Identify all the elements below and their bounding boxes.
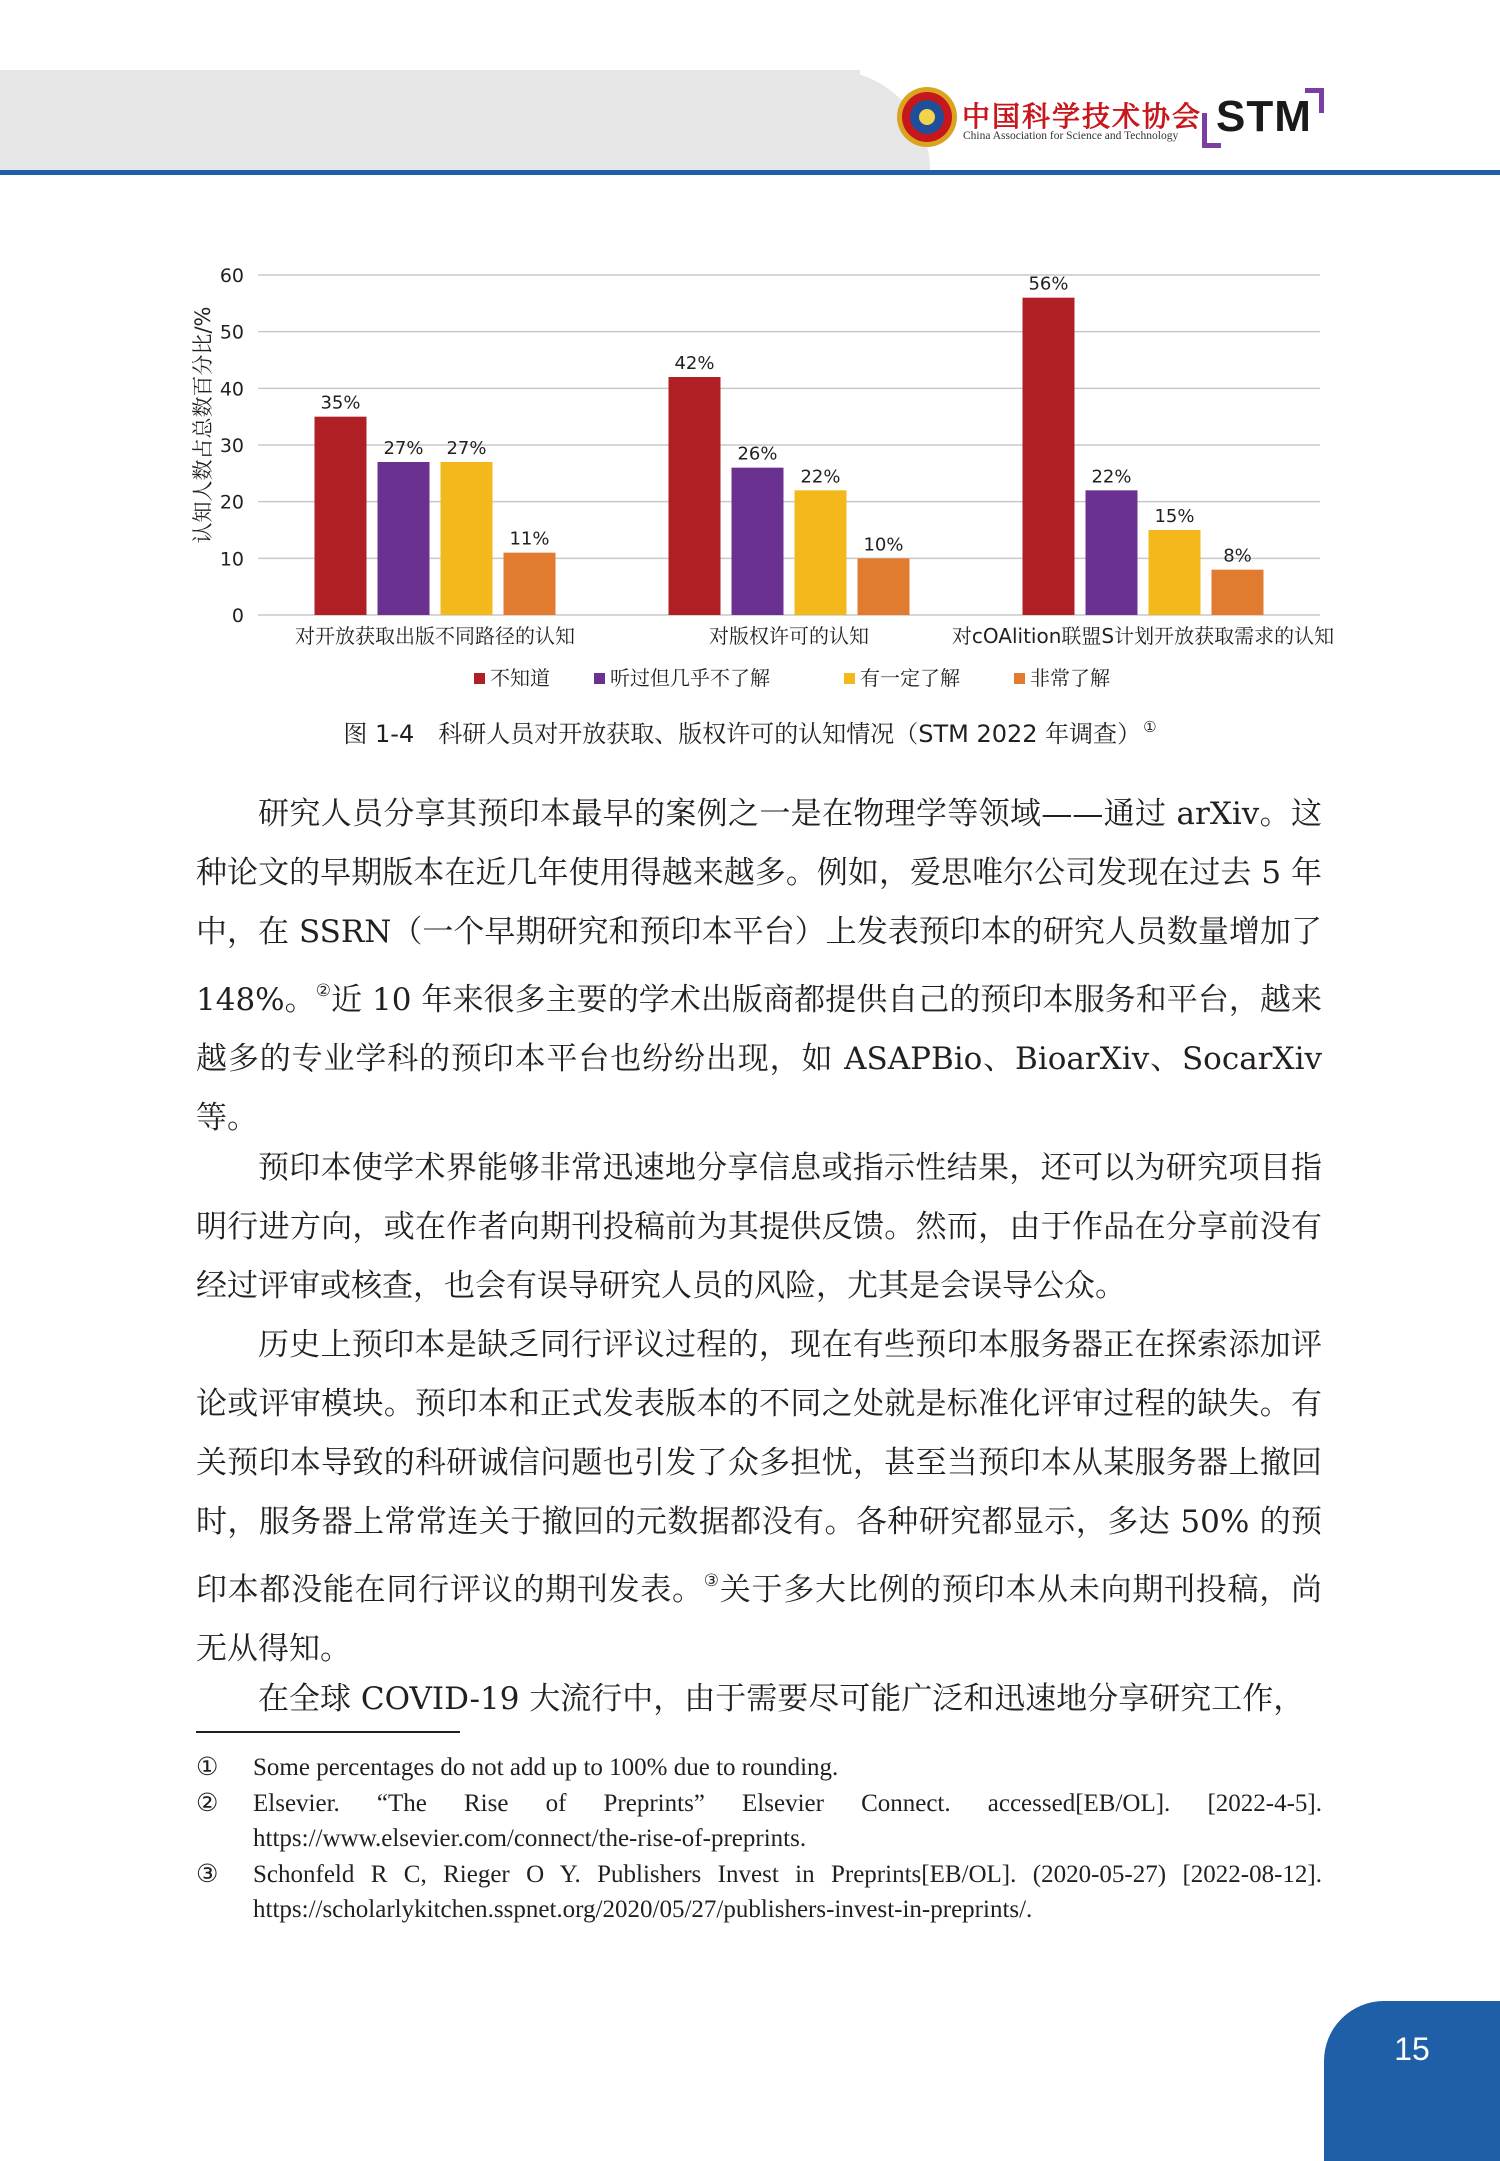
bar [858, 558, 910, 615]
paragraph-2: 预印本使学术界能够非常迅速地分享信息或指示性结果，还可以为研究项目指明行进方向，或在作者向期刊投稿前为其提供反馈。然而，由于作品在分享前没有经过评审或核查，也会有误导研究人员的风险，尤其是会误导公众。 [196, 1150, 1322, 1304]
paragraph-3 [196, 1316, 1322, 1679]
paragraph-1 [196, 785, 1322, 1148]
bar [732, 468, 784, 615]
bar-value-label: 35% [320, 392, 361, 414]
footnote-1-mark: ① [196, 1754, 219, 1781]
legend-swatch [474, 673, 485, 684]
bar [1023, 298, 1075, 615]
bar-value-label: 56% [1028, 273, 1069, 295]
bar [1086, 490, 1138, 615]
footnotes [196, 1750, 1322, 1928]
y-tick-label: 60 [219, 265, 244, 287]
paragraph-3-part-b: 关于多大比例的预印本从未向期刊投稿，尚无从得知。 [196, 1572, 1323, 1667]
footnote-ref-2: ② [315, 981, 332, 1001]
bar [1149, 530, 1201, 615]
bar-value-label: 42% [674, 353, 715, 374]
footnote-2 [196, 1786, 1322, 1856]
bar [795, 490, 847, 615]
x-category-label: 对版权许可的认知 [709, 624, 869, 648]
footnote-3 [196, 1857, 1322, 1927]
bar-value-label: 26% [737, 443, 778, 465]
legend-label: 非常了解 [1030, 666, 1110, 690]
footnote-3-mark: ③ [196, 1861, 219, 1888]
legend-label: 不知道 [490, 666, 550, 690]
legend-swatch [1014, 673, 1025, 684]
header-rule [0, 170, 1500, 175]
bar-value-label: 15% [1154, 506, 1195, 527]
y-tick-label: 50 [219, 321, 244, 344]
bar [669, 377, 721, 615]
legend-swatch [594, 673, 605, 684]
cast-emblem-icon [896, 86, 958, 148]
legend-label: 有一定了解 [860, 666, 960, 690]
paragraph-1-part-b: 近 10 年来很多主要的学术出版商都提供自己的预印本服务和平台，越来越多的专业学科的预印本平台也纷纷出现，如 ASAPBio、BioarXiv、SocarXiv 等。 [196, 982, 1323, 1136]
footnote-ref-3: ③ [703, 1571, 720, 1591]
x-category-label: 对开放获取出版不同路径的认知 [295, 624, 575, 648]
caption-note-mark: ① [1143, 718, 1157, 736]
footnote-1 [196, 1750, 1322, 1785]
footnote-3-text: Schonfeld R C, Rieger O Y. Publishers Invest in Preprints[EB/OL]. (2020-05-27) [2022-08-12]. https://scholarlykitchen.sspnet.org/2020/05/27/publishers-invest-in-preprints/. [253, 1861, 1322, 1923]
footnote-2-mark: ② [196, 1790, 219, 1817]
org-name-en: China Association for Science and Technology [963, 130, 1179, 142]
bar-value-label: 27% [446, 438, 487, 459]
figure-caption [0, 714, 1500, 749]
stm-logo [1202, 88, 1324, 148]
y-tick-label: 30 [219, 435, 244, 457]
y-axis-label: 认知人数占总数百分比/% [191, 306, 215, 544]
caption-text: 图 1-4 科研人员对开放获取、版权许可的认知情况（STM 2022 年调查） [343, 720, 1142, 748]
bar [1212, 570, 1264, 615]
y-tick-label: 40 [219, 378, 244, 401]
bar-value-label: 27% [383, 438, 424, 459]
bar-chart [180, 255, 1340, 705]
page-number: 15 [1394, 2031, 1430, 2067]
y-tick-label: 10 [219, 548, 244, 571]
paragraph-4: 在全球 COVID-19 大流行中，由于需要尽可能广泛和迅速地分享研究工作， [258, 1681, 1305, 1717]
stm-logo-text: STM [1216, 92, 1312, 141]
org-name-cn: 中国科学技术协会 [962, 100, 1203, 133]
header-band [0, 70, 860, 170]
legend-swatch [844, 673, 855, 684]
bar-value-label: 10% [863, 534, 904, 556]
paragraph-1-part-a: 研究人员分享其预印本最早的案例之一是在物理学等领域——通过 arXiv。这种论文的早期版本在近几年使用得越来越多。例如，爱思唯尔公司发现在过去 5 年中，在 SSRN（一个早期研究和预印本平台）上发表预印本的研究人员数量增加了 148%。 [196, 796, 1322, 1018]
bar [378, 462, 430, 615]
y-tick-label: 0 [231, 605, 244, 627]
paragraph-3-part-a: 历史上预印本是缺乏同行评议过程的，现在有些预印本服务器正在探索添加评论或评审模块。预印本和正式发表版本的不同之处就是标准化评审过程的缺失。有关预印本导致的科研诚信问题也引发了众多担忧，甚至当预印本从某服务器上撤回时，服务器上常常连关于撤回的元数据都没有。各种研究都显示，多达 50% 的预印本都没能在同行评议的期刊发表。 [196, 1327, 1322, 1608]
bar [315, 417, 367, 615]
page-number-tab [1324, 2001, 1500, 2161]
bar-value-label: 8% [1223, 545, 1252, 567]
bar-value-label: 22% [1091, 466, 1132, 488]
footnote-2-text: Elsevier. “The Rise of Preprints” Elsevier Connect. accessed[EB/OL]. [2022-4-5]. https://www.elsevier.com/connect/the-rise-of-preprints. [253, 1790, 1322, 1852]
bar-value-label: 22% [800, 466, 841, 488]
x-category-label: 对cOAlition联盟S计划开放获取需求的认知 [951, 624, 1335, 648]
bar [504, 553, 556, 615]
footnote-1-text: Some percentages do not add up to 100% due to rounding. [253, 1754, 839, 1781]
y-tick-label: 20 [219, 491, 244, 514]
bar-value-label: 11% [509, 528, 550, 550]
footnote-separator [196, 1731, 460, 1733]
bar [441, 462, 493, 615]
legend-label: 听过但几乎不了解 [610, 666, 770, 690]
